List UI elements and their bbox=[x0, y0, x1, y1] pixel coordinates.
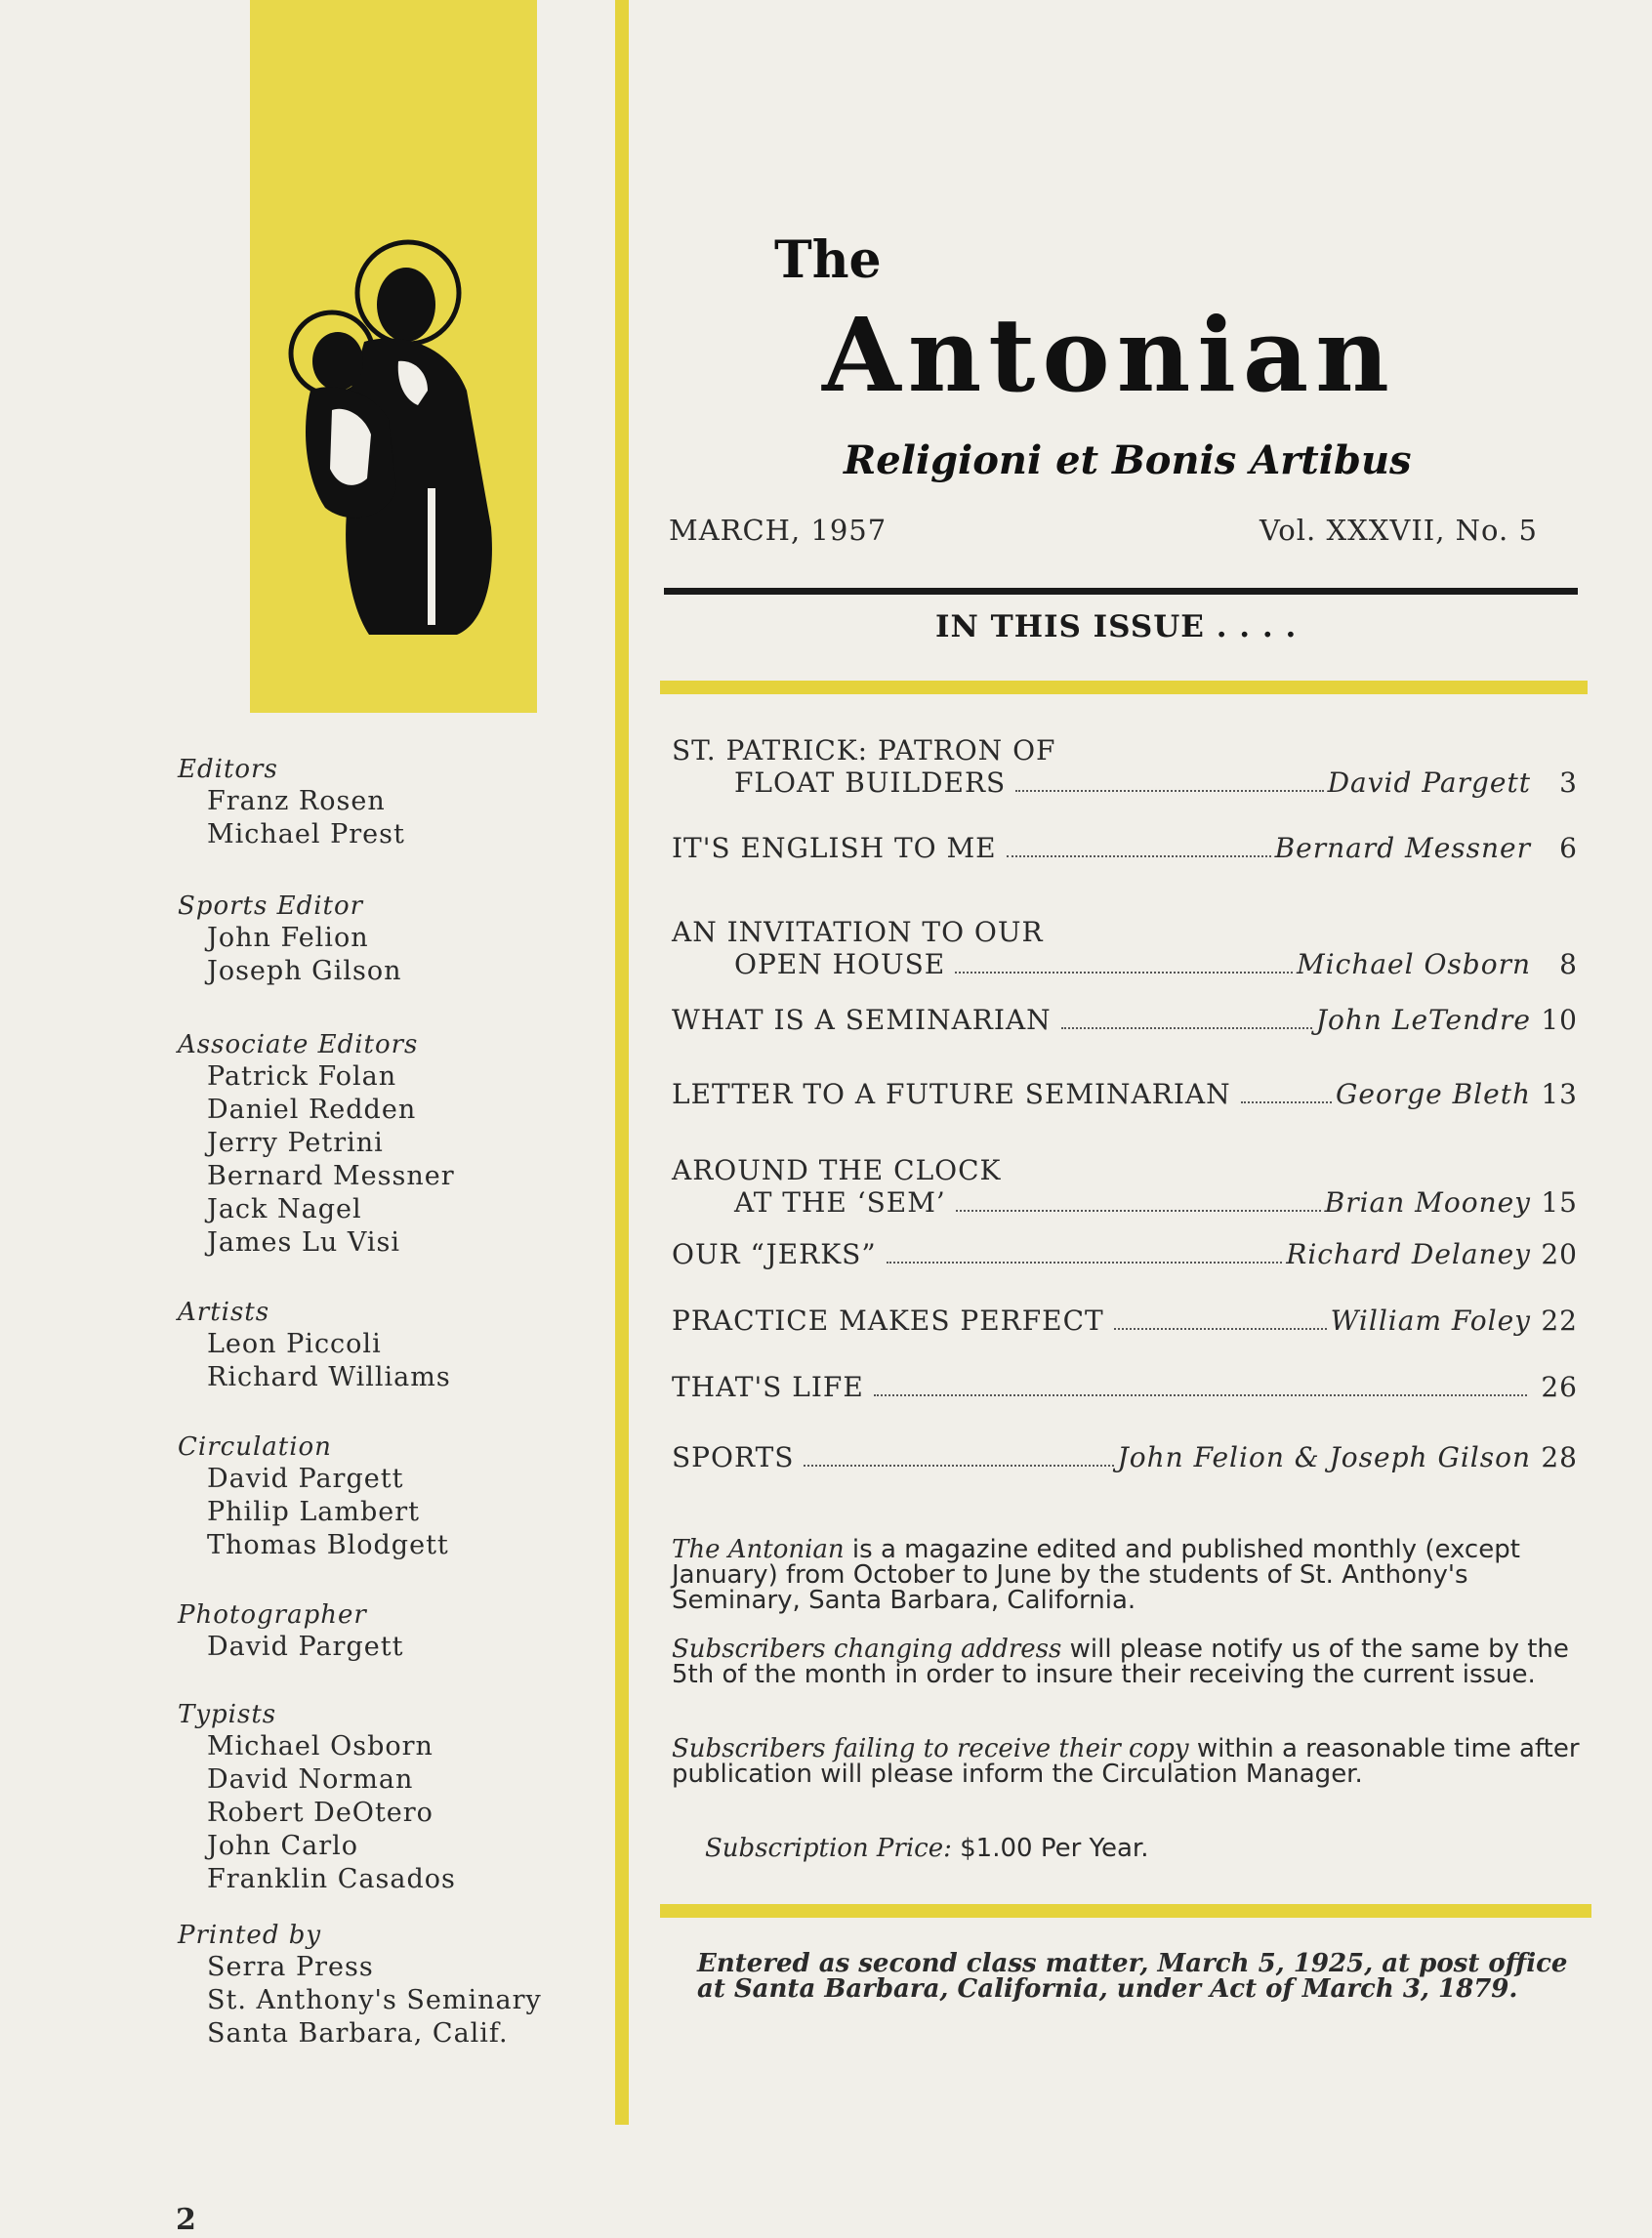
toc-author: David Pargett bbox=[1327, 767, 1531, 799]
toc-entry[interactable] bbox=[672, 1371, 1578, 1403]
toc-title: IT'S ENGLISH TO ME bbox=[672, 832, 997, 864]
toc-entry[interactable] bbox=[672, 1004, 1578, 1036]
toc-title: AROUND THE CLOCK bbox=[672, 1154, 1002, 1186]
staff-role: Associate Editors bbox=[178, 1030, 419, 1059]
issue-date: MARCH, 1957 bbox=[669, 514, 888, 547]
toc-author: George Bleth bbox=[1336, 1078, 1531, 1110]
toc-title: AN INVITATION TO OUR bbox=[672, 916, 1044, 948]
staff-group bbox=[178, 1029, 598, 1260]
toc-entry[interactable] bbox=[672, 832, 1578, 864]
masthead-title: Antonian bbox=[822, 295, 1396, 415]
staff-name: Franklin Casados bbox=[207, 1864, 456, 1894]
toc-entry[interactable] bbox=[672, 1238, 1578, 1270]
staff-name: Joseph Gilson bbox=[207, 956, 402, 986]
staff-role: Sports Editor bbox=[178, 891, 364, 921]
notice-lead: The Antonian bbox=[672, 1535, 845, 1564]
toc-author: Michael Osborn bbox=[1297, 948, 1531, 980]
dot-leader bbox=[804, 1465, 1113, 1467]
toc-page: 26 bbox=[1541, 1371, 1578, 1403]
staff-name: Philip Lambert bbox=[207, 1497, 420, 1527]
toc-page: 20 bbox=[1541, 1238, 1578, 1270]
issue-volume: Vol. XXXVII, No. 5 bbox=[1260, 514, 1538, 547]
dot-leader bbox=[1015, 790, 1323, 792]
staff-name: Richard Williams bbox=[207, 1362, 451, 1392]
staff-name: Santa Barbara, Calif. bbox=[207, 2018, 509, 2049]
toc-title-continued: OPEN HOUSE bbox=[734, 948, 946, 980]
staff-group bbox=[178, 1431, 598, 1562]
dot-leader bbox=[874, 1394, 1527, 1396]
toc-title: WHAT IS A SEMINARIAN bbox=[672, 1004, 1052, 1036]
delivery-notice bbox=[672, 1736, 1586, 1787]
masthead-motto: Religioni et Bonis Artibus bbox=[844, 437, 1412, 483]
toc-page: 10 bbox=[1541, 1004, 1578, 1036]
staff-group bbox=[178, 754, 598, 851]
toc-page: 22 bbox=[1541, 1305, 1578, 1337]
notice-lead: Subscribers changing address bbox=[672, 1635, 1062, 1664]
toc-entry[interactable] bbox=[672, 1154, 1578, 1219]
staff-group bbox=[178, 1297, 598, 1394]
staff-role: Photographer bbox=[178, 1600, 367, 1630]
toc-page: 8 bbox=[1559, 948, 1578, 980]
staff-name: Leon Piccoli bbox=[207, 1329, 382, 1359]
staff-name: St. Anthony's Seminary bbox=[207, 1985, 542, 2015]
staff-name: Daniel Redden bbox=[207, 1095, 417, 1125]
dot-leader bbox=[887, 1262, 1283, 1264]
staff-name: Bernard Messner bbox=[207, 1161, 455, 1191]
masthead-the: The bbox=[774, 230, 882, 290]
toc-title: LETTER TO A FUTURE SEMINARIAN bbox=[672, 1078, 1231, 1110]
dot-leader bbox=[1007, 855, 1271, 857]
dot-leader bbox=[956, 1210, 1321, 1212]
toc-entry[interactable] bbox=[672, 1305, 1578, 1337]
vertical-yellow-rule bbox=[615, 0, 629, 2125]
toc-title-continued: AT THE ‘SEM’ bbox=[734, 1186, 946, 1219]
notice-lead: Subscribers failing to receive their copy bbox=[672, 1734, 1189, 1763]
toc-entry[interactable] bbox=[672, 734, 1578, 799]
toc-title: ST. PATRICK: PATRON OF bbox=[672, 734, 1056, 767]
staff-name: Serra Press bbox=[207, 1952, 374, 1982]
toc-title: PRACTICE MAKES PERFECT bbox=[672, 1305, 1104, 1337]
toc-page: 3 bbox=[1559, 767, 1578, 799]
dot-leader bbox=[1061, 1027, 1312, 1029]
staff-role: Typists bbox=[178, 1700, 277, 1729]
publication-notice bbox=[672, 1537, 1586, 1613]
staff-group bbox=[178, 1920, 598, 2051]
yellow-rule-bottom bbox=[660, 1904, 1591, 1918]
staff-role: Editors bbox=[178, 755, 278, 784]
staff-name: John Felion bbox=[207, 923, 369, 953]
mailing-entry-notice: Entered as second class matter, March 5, 1925, at post office at Santa Barbara, California, under Act of March 3, 1879. bbox=[697, 1949, 1568, 2004]
toc-entry[interactable] bbox=[672, 1441, 1578, 1473]
notice-text: is a magazine edited and published monthly (except January) from October to June by the students of St. Anthony's Seminary, Santa Barbara, California. bbox=[672, 1535, 1520, 1615]
yellow-rule-top bbox=[660, 681, 1588, 694]
toc-page: 28 bbox=[1541, 1441, 1578, 1473]
staff-name: Patrick Folan bbox=[207, 1061, 397, 1092]
saint-anthony-emblem-icon bbox=[281, 234, 516, 644]
toc-title: SPORTS bbox=[672, 1441, 795, 1473]
staff-role: Artists bbox=[178, 1298, 270, 1327]
notice-text: $1.00 Per Year. bbox=[951, 1834, 1149, 1863]
dot-leader bbox=[1114, 1328, 1327, 1330]
staff-name: David Norman bbox=[207, 1764, 414, 1795]
toc-author: Richard Delaney bbox=[1286, 1238, 1531, 1270]
toc-entry[interactable] bbox=[672, 1078, 1578, 1110]
toc-author: Bernard Messner bbox=[1274, 832, 1531, 864]
notice-lead: Subscription Price: bbox=[705, 1834, 952, 1863]
toc-page: 6 bbox=[1559, 832, 1578, 864]
dot-leader bbox=[1241, 1101, 1332, 1103]
staff-name: Michael Prest bbox=[207, 819, 405, 850]
toc-author: Brian Mooney bbox=[1324, 1186, 1531, 1219]
staff-group bbox=[178, 1599, 598, 1664]
address-notice bbox=[672, 1637, 1586, 1687]
toc-heading: IN THIS ISSUE . . . . bbox=[935, 609, 1298, 644]
staff-name: John Carlo bbox=[207, 1831, 358, 1861]
toc-page: 13 bbox=[1541, 1078, 1578, 1110]
notice-text: within a reasonable time after publication will please inform the Circulation Manager. bbox=[672, 1734, 1580, 1789]
staff-name: David Pargett bbox=[207, 1632, 404, 1662]
staff-name: Michael Osborn bbox=[207, 1731, 434, 1761]
staff-name: Jerry Petrini bbox=[207, 1128, 384, 1158]
staff-group bbox=[178, 1699, 598, 1896]
dot-leader bbox=[955, 972, 1293, 974]
black-rule bbox=[664, 588, 1578, 595]
staff-group bbox=[178, 891, 598, 988]
toc-title-continued: FLOAT BUILDERS bbox=[734, 767, 1007, 799]
toc-author: William Foley bbox=[1330, 1305, 1531, 1337]
toc-author: John Felion & Joseph Gilson bbox=[1117, 1441, 1531, 1473]
toc-author: John LeTendre bbox=[1315, 1004, 1531, 1036]
staff-name: Thomas Blodgett bbox=[207, 1530, 449, 1560]
staff-role: Printed by bbox=[178, 1921, 322, 1950]
toc-title: THAT'S LIFE bbox=[672, 1371, 864, 1403]
notice-text: will please notify us of the same by the 5th of the month in order to insure their receiving the current issue. bbox=[672, 1635, 1569, 1689]
toc-title: OUR “JERKS” bbox=[672, 1238, 877, 1270]
subscription-price bbox=[672, 1836, 1586, 1861]
staff-name: David Pargett bbox=[207, 1464, 404, 1494]
staff-name: Robert DeOtero bbox=[207, 1798, 434, 1828]
staff-role: Circulation bbox=[178, 1432, 332, 1462]
staff-name: Jack Nagel bbox=[207, 1194, 362, 1224]
toc-page: 15 bbox=[1541, 1186, 1578, 1219]
staff-name: Franz Rosen bbox=[207, 786, 386, 816]
toc-entry[interactable] bbox=[672, 916, 1578, 980]
page-number: 2 bbox=[176, 2203, 196, 2237]
staff-name: James Lu Visi bbox=[207, 1227, 400, 1258]
